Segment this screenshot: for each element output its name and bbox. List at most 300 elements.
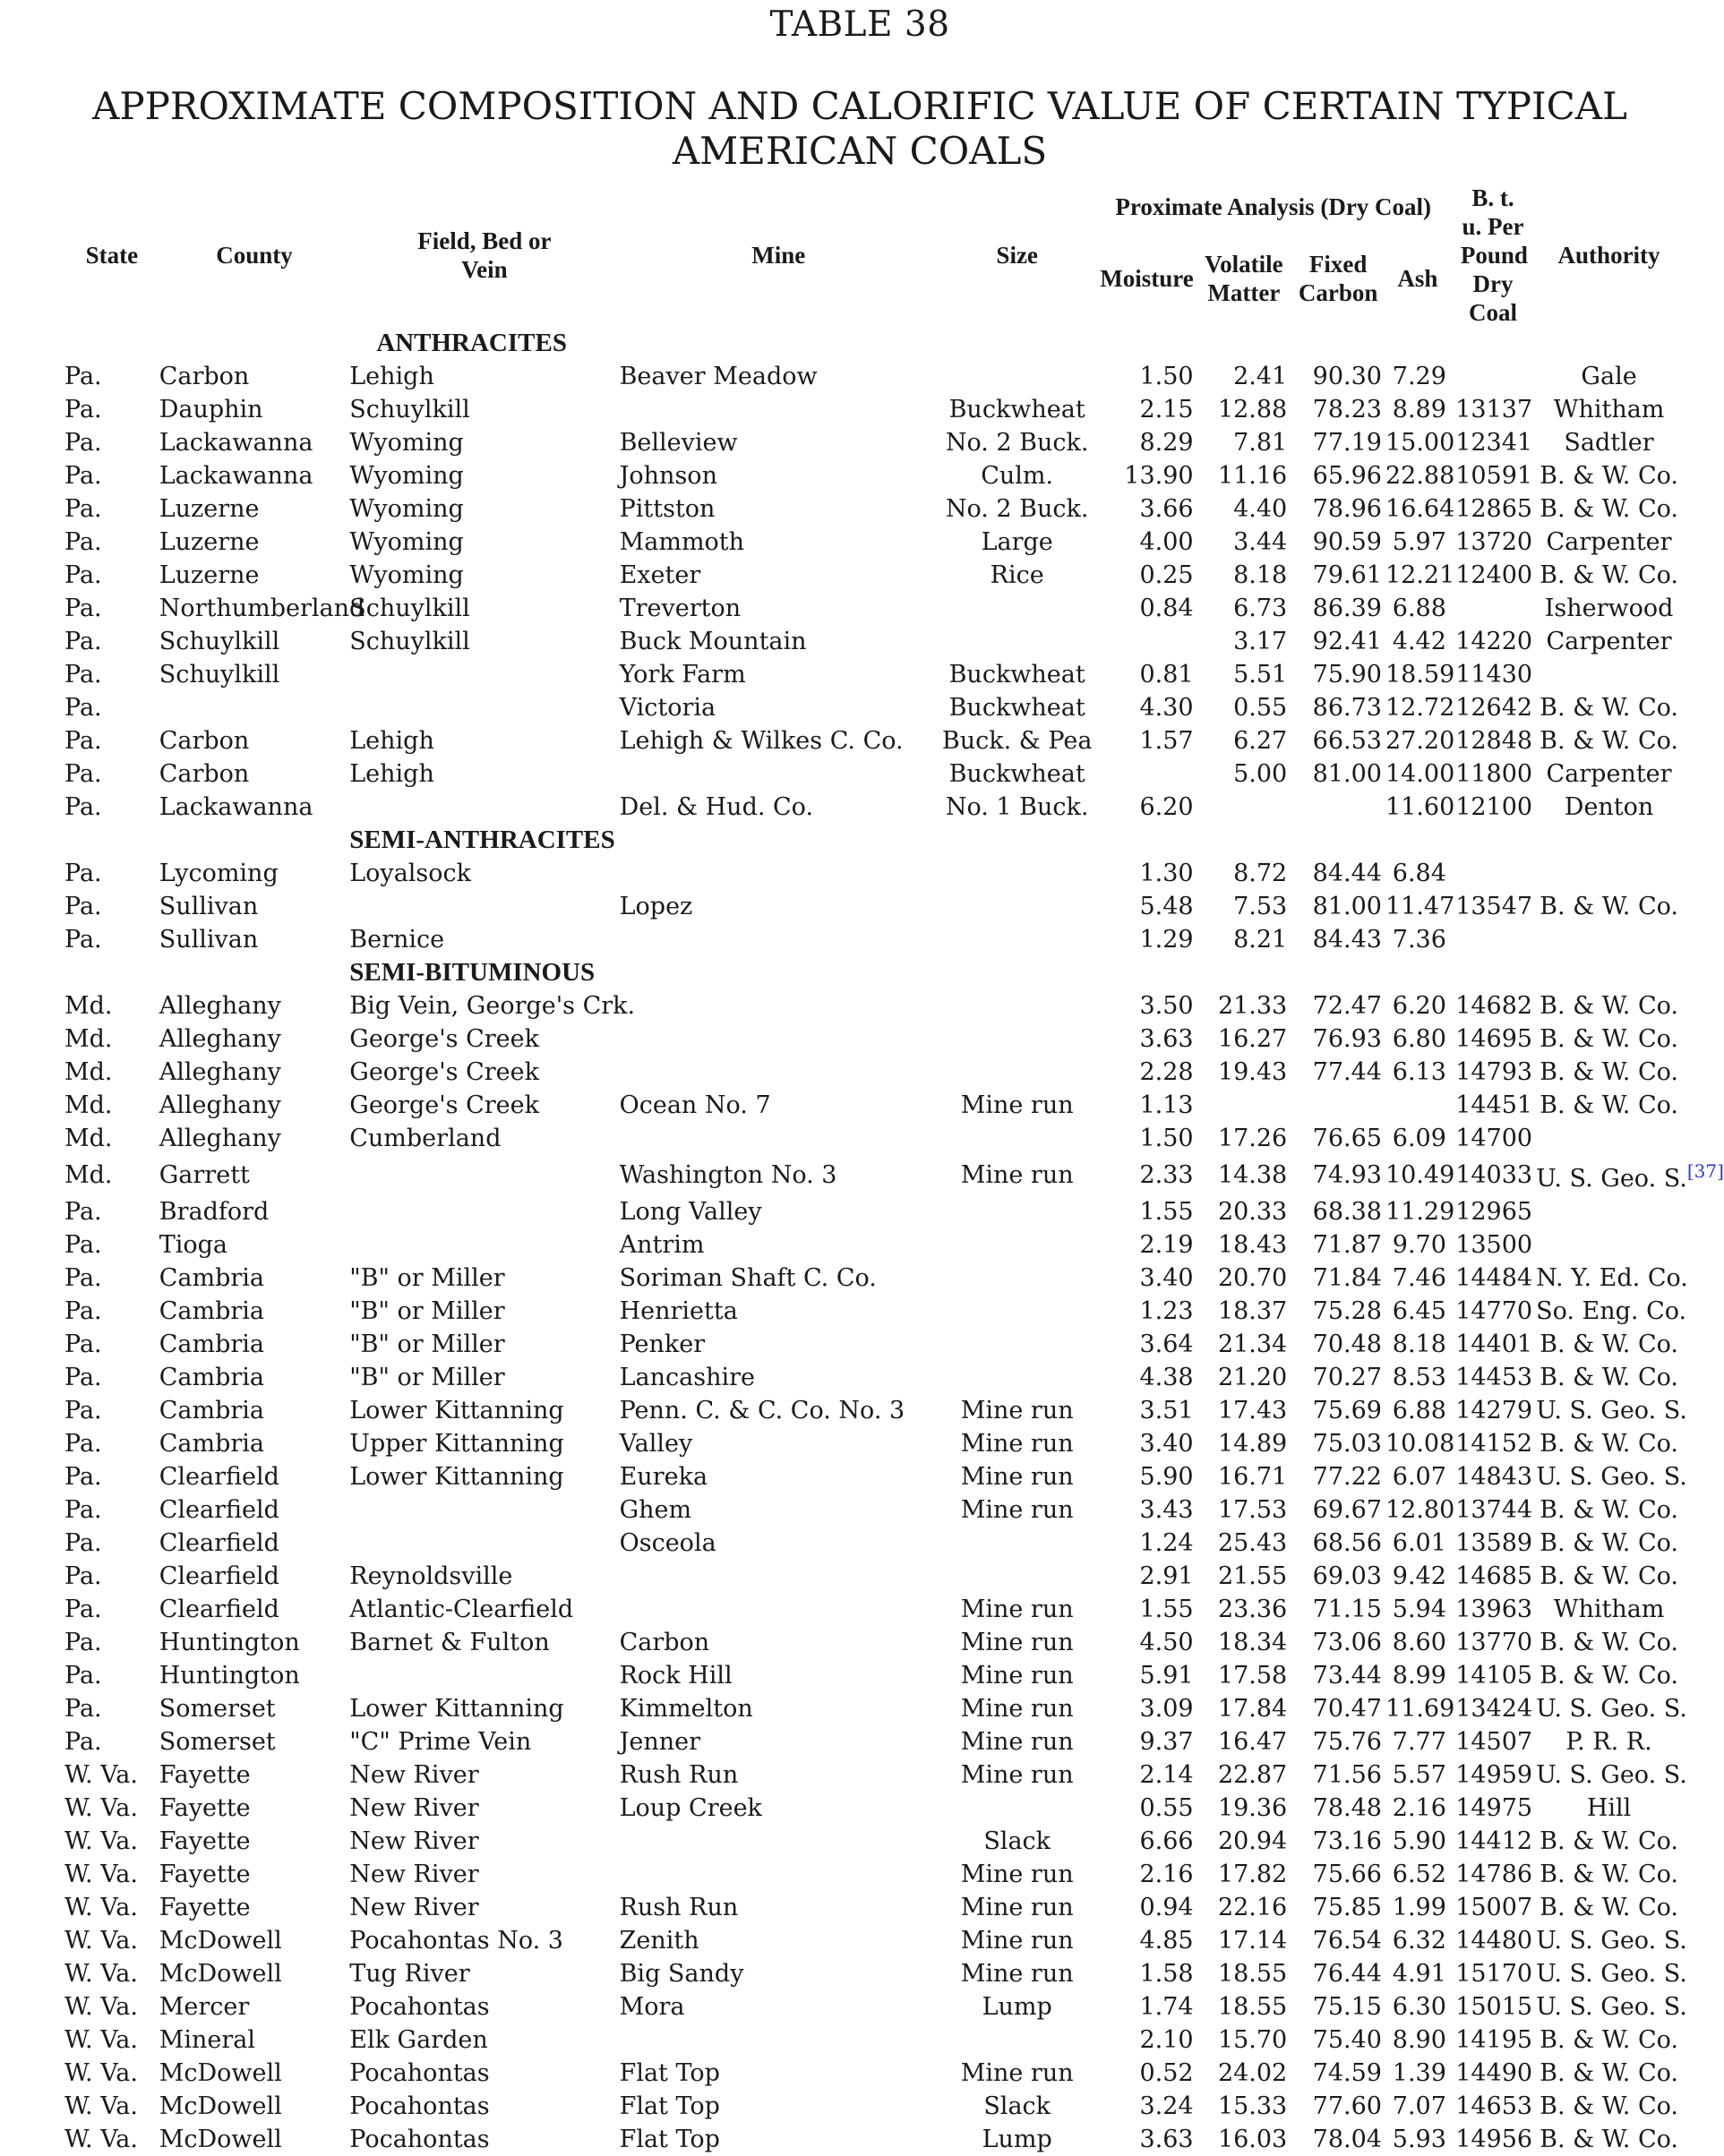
cell-mine: Big Sandy [619, 1960, 744, 1988]
cell-authority [1536, 923, 1682, 956]
cell-moisture: 3.43 [1139, 1496, 1194, 1524]
cell-state: Pa. [64, 495, 102, 523]
cell-authority: P. R. R. [1565, 1728, 1652, 1756]
cell-county: Sullivan [159, 893, 259, 920]
cell-state: Pa. [64, 628, 102, 655]
cell-ash: 5.97 [1392, 528, 1446, 556]
footnote-link[interactable]: [37] [1686, 1160, 1724, 1182]
cell-size: Mine run [960, 1629, 1074, 1656]
cell-mine: Long Valley [619, 1198, 762, 1226]
cell-fixed-carbon: 76.93 [1312, 1025, 1382, 1053]
cell-ash: 6.07 [1392, 1463, 1446, 1491]
cell-moisture: 0.94 [1139, 1894, 1194, 1921]
cell-state: Pa. [64, 893, 102, 920]
cell-state: Pa. [64, 429, 102, 457]
cell-fixed-carbon: 77.22 [1312, 1463, 1382, 1491]
cell-moisture: 1.23 [1139, 1297, 1194, 1325]
cell-mine [620, 1825, 938, 1858]
cell-size [938, 857, 1097, 890]
cell-moisture: 3.09 [1139, 1695, 1194, 1723]
header-moisture: Moisture [1100, 264, 1194, 292]
cell-ash: 8.99 [1392, 1662, 1446, 1690]
cell-moisture: 3.40 [1139, 1264, 1194, 1292]
cell-ash: 12.80 [1385, 1496, 1455, 1524]
cell-volatile-matter: 16.47 [1217, 1728, 1288, 1756]
cell-county: Alleghany [159, 1025, 281, 1053]
cell-state: W. Va. [64, 1927, 138, 1955]
cell-county: Mercer [159, 1993, 250, 2021]
cell-county: Schuylkill [159, 661, 280, 689]
cell-moisture: 4.30 [1139, 694, 1194, 722]
cell-state: W. Va. [64, 2026, 138, 2054]
section-title: ANTHRACITES [376, 329, 567, 357]
table-row [64, 2090, 1682, 2123]
cell-authority: Whitham [1553, 396, 1665, 424]
cell-ash: 6.20 [1392, 992, 1446, 1020]
cell-fixed-carbon: 86.39 [1312, 595, 1382, 622]
cell-ash: 6.09 [1392, 1125, 1446, 1152]
cell-state: Pa. [64, 528, 102, 556]
cell-authority: So. Eng. Co. [1536, 1297, 1687, 1325]
cell-volatile-matter: 17.26 [1217, 1125, 1288, 1152]
cell-state: Pa. [64, 1364, 102, 1391]
cell-state: W. Va. [64, 2059, 138, 2087]
cell-county: Carbon [159, 363, 250, 390]
table-row [64, 1056, 1682, 1089]
cell-mine: Soriman Shaft C. Co. [619, 1264, 877, 1292]
table-row [64, 1460, 1682, 1493]
cell-fixed-carbon: 78.48 [1312, 1794, 1382, 1822]
cell-btu: 14033 [1455, 1161, 1533, 1189]
cell-fixed-carbon: 75.76 [1312, 1728, 1382, 1756]
cell-ash: 27.20 [1385, 727, 1455, 755]
table-row [64, 1022, 1682, 1056]
cell-moisture: 0.84 [1139, 595, 1194, 622]
cell-mine [620, 1122, 938, 1155]
cell-authority [1536, 1155, 1724, 1195]
cell-authority: B. & W. Co. [1540, 1058, 1678, 1086]
cell-moisture: 3.50 [1139, 992, 1194, 1020]
table-row [64, 1527, 1682, 1560]
cell-field: Lehigh [349, 760, 434, 788]
cell-size: Mine run [960, 1927, 1074, 1955]
cell-state: Pa. [64, 1662, 102, 1690]
cell-ash: 6.01 [1392, 1529, 1446, 1557]
cell-fixed-carbon: 75.15 [1312, 1993, 1382, 2021]
cell-moisture: 1.74 [1139, 1993, 1194, 2021]
cell-authority: B. & W. Co. [1540, 1330, 1678, 1358]
cell-ash: 14.00 [1385, 760, 1455, 788]
cell-ash: 6.52 [1392, 1861, 1446, 1888]
cell-btu: 12341 [1455, 429, 1533, 457]
cell-authority: B. & W. Co. [1540, 1629, 1678, 1656]
cell-mine: Belleview [619, 429, 738, 457]
cell-size: No. 2 Buck. [945, 429, 1089, 457]
cell-field: Wyoming [349, 528, 464, 556]
cell-ash: 6.30 [1392, 1993, 1446, 2021]
cell-field: Wyoming [349, 561, 464, 589]
cell-size: Mine run [960, 1463, 1074, 1491]
cell-size [938, 1295, 1097, 1328]
cell-size: No. 2 Buck. [945, 495, 1089, 523]
cell-moisture: 2.28 [1139, 1058, 1194, 1086]
cell-moisture: 1.29 [1139, 926, 1194, 954]
cell-state: Pa. [64, 595, 102, 622]
cell-authority: U. S. Geo. S. [1536, 1397, 1687, 1424]
cell-county: Fayette [159, 1894, 251, 1921]
cell-fixed-carbon: 70.48 [1312, 1330, 1382, 1358]
cell-volatile-matter: 17.58 [1217, 1662, 1288, 1690]
cell-authority: Whitham [1553, 1596, 1665, 1623]
cell-mine: Rush Run [619, 1894, 739, 1921]
cell-fixed-carbon: 84.44 [1312, 860, 1382, 887]
cell-fixed-carbon [1291, 791, 1385, 824]
cell-btu: 14453 [1455, 1364, 1533, 1391]
cell-county: Carbon [159, 760, 250, 788]
cell-state: Pa. [64, 1297, 102, 1325]
cell-volatile-matter: 18.43 [1217, 1231, 1288, 1259]
header-size: Size [996, 242, 1038, 269]
cell-field: Lower Kittanning [349, 1695, 564, 1723]
cell-volatile-matter: 23.36 [1217, 1596, 1288, 1623]
cell-field: Reynoldsville [349, 1562, 513, 1590]
cell-moisture: 2.10 [1139, 2026, 1194, 2054]
table-row [64, 989, 1682, 1022]
cell-moisture [1096, 625, 1197, 658]
table-row [64, 1990, 1682, 2023]
cell-btu: 14401 [1455, 1330, 1533, 1358]
cell-county: McDowell [159, 2092, 282, 2120]
cell-county: Bradford [159, 1198, 270, 1226]
cell-moisture: 8.29 [1139, 429, 1194, 457]
table-row [64, 1228, 1682, 1262]
cell-volatile-matter: 14.89 [1217, 1430, 1288, 1458]
cell-authority [1536, 857, 1682, 890]
cell-state: Md. [64, 1125, 113, 1152]
cell-field: "B" or Miller [349, 1330, 505, 1358]
cell-authority: B. & W. Co. [1540, 992, 1678, 1020]
cell-moisture: 0.81 [1139, 661, 1194, 689]
cell-field [349, 791, 619, 824]
cell-field: Schuylkill [349, 396, 470, 424]
cell-authority: B. & W. Co. [1540, 1025, 1678, 1053]
cell-fixed-carbon: 73.44 [1312, 1662, 1382, 1690]
cell-ash: 22.88 [1385, 462, 1455, 490]
cell-size [938, 1056, 1097, 1089]
cell-state: Pa. [64, 561, 102, 589]
cell-state: Pa. [64, 727, 102, 755]
cell-fixed-carbon: 73.16 [1312, 1827, 1382, 1855]
table-row [64, 1758, 1682, 1792]
cell-volatile-matter: 21.55 [1217, 1562, 1288, 1590]
table-row [64, 757, 1682, 791]
cell-size: Mine run [960, 1894, 1074, 1921]
cell-mine [620, 1056, 938, 1089]
cell-moisture: 1.50 [1139, 1125, 1194, 1152]
cell-authority: B. & W. Co. [1540, 1430, 1678, 1458]
cell-volatile-matter: 19.36 [1217, 1794, 1288, 1822]
cell-volatile-matter: 8.18 [1233, 561, 1288, 589]
cell-authority: B. & W. Co. [1540, 1662, 1678, 1690]
cell-size: Slack [983, 1827, 1051, 1855]
cell-size [938, 1527, 1097, 1560]
cell-fixed-carbon: 78.23 [1312, 396, 1382, 424]
cell-county: McDowell [159, 2126, 282, 2153]
table-row [64, 1361, 1682, 1394]
cell-field [349, 1195, 619, 1228]
cell-state: Pa. [64, 1629, 102, 1656]
cell-btu: 14786 [1455, 1861, 1533, 1888]
cell-ash [1385, 1089, 1450, 1122]
cell-mine: Washington No. 3 [619, 1161, 837, 1189]
cell-btu: 13589 [1455, 1529, 1533, 1557]
cell-btu: 15015 [1455, 1993, 1533, 2021]
cell-authority: U. S. Geo. S. [1536, 1463, 1687, 1491]
cell-moisture: 3.63 [1139, 2126, 1194, 2153]
cell-size [938, 923, 1097, 956]
cell-mine: Kimmelton [619, 1695, 753, 1723]
cell-county: Lackawanna [159, 793, 313, 821]
cell-size [938, 1022, 1097, 1056]
cell-field: "B" or Miller [349, 1297, 505, 1325]
header-fixed-carbon: Fixed Carbon [1298, 250, 1378, 306]
cell-size: Mine run [960, 1861, 1074, 1888]
cell-moisture: 6.66 [1139, 1827, 1194, 1855]
cell-authority: B. & W. Co. [1540, 694, 1678, 722]
cell-moisture: 9.37 [1139, 1728, 1194, 1756]
cell-moisture: 2.16 [1139, 1861, 1194, 1888]
cell-btu: 15170 [1455, 1960, 1533, 1988]
cell-state: Pa. [64, 694, 102, 722]
cell-state: Pa. [64, 1397, 102, 1424]
table-row [64, 658, 1682, 691]
cell-moisture: 3.24 [1139, 2092, 1194, 2120]
cell-btu: 12965 [1455, 1198, 1533, 1226]
cell-volatile-matter: 6.73 [1233, 595, 1288, 622]
table-row [64, 1560, 1682, 1593]
cell-btu: 12642 [1455, 694, 1533, 722]
cell-field: Wyoming [349, 495, 464, 523]
cell-ash: 12.21 [1385, 561, 1455, 589]
table-row [64, 2057, 1682, 2090]
cell-ash: 8.89 [1392, 396, 1446, 424]
cell-volatile-matter: 18.34 [1217, 1629, 1288, 1656]
cell-state: Md. [64, 1091, 113, 1119]
cell-ash: 1.99 [1392, 1894, 1446, 1921]
cell-volatile-matter: 2.41 [1233, 363, 1288, 390]
cell-state: Pa. [64, 1695, 102, 1723]
cell-state: W. Va. [64, 2126, 138, 2153]
cell-mine: Pittston [619, 495, 716, 523]
table-number: TABLE 38 [769, 4, 950, 45]
cell-field [349, 1527, 619, 1560]
cell-mine: Victoria [619, 694, 716, 722]
cell-field: Lower Kittanning [349, 1397, 564, 1424]
cell-fixed-carbon: 79.61 [1312, 561, 1382, 589]
cell-btu [1450, 360, 1536, 393]
cell-state: Pa. [64, 793, 102, 821]
cell-volatile-matter: 20.94 [1217, 1827, 1288, 1855]
cell-county: Somerset [159, 1695, 276, 1723]
cell-county: Clearfield [159, 1596, 279, 1623]
cell-volatile-matter: 20.70 [1217, 1264, 1288, 1292]
cell-mine: Buck Mountain [619, 628, 807, 655]
table-row [64, 1122, 1682, 1155]
cell-field: Schuylkill [349, 628, 470, 655]
cell-ash: 10.08 [1385, 1430, 1455, 1458]
cell-fixed-carbon: 68.56 [1312, 1529, 1382, 1557]
cell-field: George's Creek [349, 1058, 539, 1086]
cell-mine [620, 1022, 938, 1056]
cell-county: Somerset [159, 1728, 276, 1756]
cell-field: Schuylkill [349, 595, 470, 622]
cell-county: Luzerne [159, 528, 260, 556]
cell-county: Lycoming [159, 860, 279, 887]
cell-ash: 11.29 [1385, 1198, 1455, 1226]
cell-fixed-carbon: 75.69 [1312, 1397, 1382, 1424]
cell-county: Clearfield [159, 1529, 279, 1557]
cell-mine: Antrim [619, 1231, 705, 1259]
cell-county: Sullivan [159, 926, 259, 954]
table-row [64, 625, 1682, 658]
cell-size [938, 1560, 1097, 1593]
cell-moisture: 5.91 [1139, 1662, 1194, 1690]
table-row [64, 1493, 1682, 1527]
cell-btu [1450, 923, 1536, 956]
cell-size: Mine run [960, 1596, 1074, 1623]
cell-btu: 14975 [1455, 1794, 1533, 1822]
cell-ash: 8.90 [1392, 2026, 1446, 2054]
cell-authority: B. & W. Co. [1540, 495, 1678, 523]
cell-state: W. Va. [64, 1960, 138, 1988]
cell-volatile-matter: 12.88 [1217, 396, 1288, 424]
cell-volatile-matter: 25.43 [1217, 1529, 1288, 1557]
cell-state: Pa. [64, 1430, 102, 1458]
cell-authority [1536, 1228, 1682, 1262]
cell-size: Mine run [960, 1761, 1074, 1789]
cell-ash: 6.13 [1392, 1058, 1446, 1086]
cell-ash: 8.53 [1392, 1364, 1446, 1391]
cell-fixed-carbon: 78.04 [1312, 2126, 1382, 2153]
cell-authority: B. & W. Co. [1540, 1894, 1678, 1921]
cell-size: Mine run [960, 1728, 1074, 1756]
cell-state: W. Va. [64, 1861, 138, 1888]
cell-field: Barnet & Fulton [349, 1629, 550, 1656]
cell-county: Carbon [159, 727, 250, 755]
cell-fixed-carbon: 70.27 [1312, 1364, 1382, 1391]
cell-volatile-matter: 14.38 [1217, 1161, 1288, 1189]
cell-size [938, 1228, 1097, 1262]
cell-volatile-matter: 19.43 [1217, 1058, 1288, 1086]
cell-moisture: 2.15 [1139, 396, 1194, 424]
cell-mine: Rock Hill [619, 1662, 733, 1690]
cell-authority: Carpenter [1546, 628, 1672, 655]
cell-volatile-matter: 22.16 [1217, 1894, 1288, 1921]
cell-fixed-carbon: 71.84 [1312, 1264, 1382, 1292]
table-row [64, 1792, 1682, 1825]
cell-mine: Del. & Hud. Co. [619, 793, 814, 821]
cell-county: McDowell [159, 2059, 282, 2087]
cell-btu: 14412 [1455, 1827, 1533, 1855]
cell-ash: 1.39 [1392, 2059, 1446, 2087]
table-body [64, 327, 1724, 2156]
table-row [64, 1891, 1682, 1924]
header-mine: Mine [751, 242, 806, 269]
cell-mine: Flat Top [619, 2059, 720, 2087]
table-row [64, 1427, 1682, 1460]
cell-field: Pocahontas [349, 2092, 490, 2120]
cell-mine: Lehigh & Wilkes C. Co. [619, 727, 904, 755]
cell-field [349, 1155, 619, 1195]
cell-state: W. Va. [64, 2092, 138, 2120]
cell-mine: Loup Creek [619, 1794, 762, 1822]
cell-mine: Flat Top [619, 2126, 720, 2153]
cell-ash: 7.77 [1392, 1728, 1446, 1756]
cell-fixed-carbon: 65.96 [1312, 462, 1382, 490]
cell-size [938, 1122, 1097, 1155]
cell-mine [620, 1593, 938, 1626]
table-row [64, 559, 1682, 592]
cell-authority: B. & W. Co. [1540, 2026, 1678, 2054]
cell-btu: 10591 [1455, 462, 1533, 490]
cell-size: Mine run [960, 1397, 1074, 1424]
cell-ash: 11.69 [1385, 1695, 1455, 1723]
table-row [64, 691, 1682, 724]
cell-btu: 14956 [1455, 2126, 1533, 2153]
cell-field: Pocahontas [349, 1993, 490, 2021]
cell-fixed-carbon: 76.65 [1312, 1125, 1382, 1152]
cell-mine: Valley [619, 1430, 693, 1458]
cell-ash: 8.60 [1392, 1629, 1446, 1656]
cell-size: Mine run [960, 1960, 1074, 1988]
cell-field: Upper Kittanning [349, 1430, 564, 1458]
cell-field: George's Creek [349, 1091, 539, 1119]
cell-btu: 14843 [1455, 1463, 1533, 1491]
cell-county: Cambria [159, 1430, 265, 1458]
cell-btu: 13547 [1455, 893, 1533, 920]
cell-ash: 7.07 [1392, 2092, 1446, 2120]
cell-county: Garrett [159, 1161, 250, 1189]
cell-moisture: 3.40 [1139, 1430, 1194, 1458]
cell-ash: 10.49 [1385, 1161, 1455, 1189]
cell-county: Clearfield [159, 1562, 279, 1590]
table-row [64, 1295, 1682, 1328]
table-row [64, 1858, 1682, 1891]
cell-volatile-matter: 21.20 [1217, 1364, 1288, 1391]
cell-moisture: 4.00 [1139, 528, 1194, 556]
cell-state: Pa. [64, 860, 102, 887]
cell-ash: 6.32 [1392, 1927, 1446, 1955]
cell-county: Cambria [159, 1297, 265, 1325]
cell-field [349, 890, 619, 923]
cell-btu [1450, 857, 1536, 890]
cell-size [938, 592, 1097, 625]
section-header-row [64, 327, 1682, 360]
cell-moisture: 13.90 [1124, 462, 1194, 490]
cell-moisture: 1.58 [1139, 1960, 1194, 1988]
cell-fixed-carbon: 75.85 [1312, 1894, 1382, 1921]
cell-authority: B. & W. Co. [1540, 561, 1678, 589]
cell-size: Mine run [960, 1091, 1074, 1119]
cell-volatile-matter: 21.33 [1217, 992, 1288, 1020]
cell-state: Md. [64, 992, 113, 1020]
cell-authority: U. S. Geo. S. [1536, 1993, 1687, 2021]
cell-volatile-matter [1197, 1089, 1291, 1122]
cell-state: W. Va. [64, 1794, 138, 1822]
cell-authority: B. & W. Co. [1540, 1091, 1678, 1119]
cell-county: Lackawanna [159, 429, 313, 457]
cell-authority [1536, 658, 1682, 691]
